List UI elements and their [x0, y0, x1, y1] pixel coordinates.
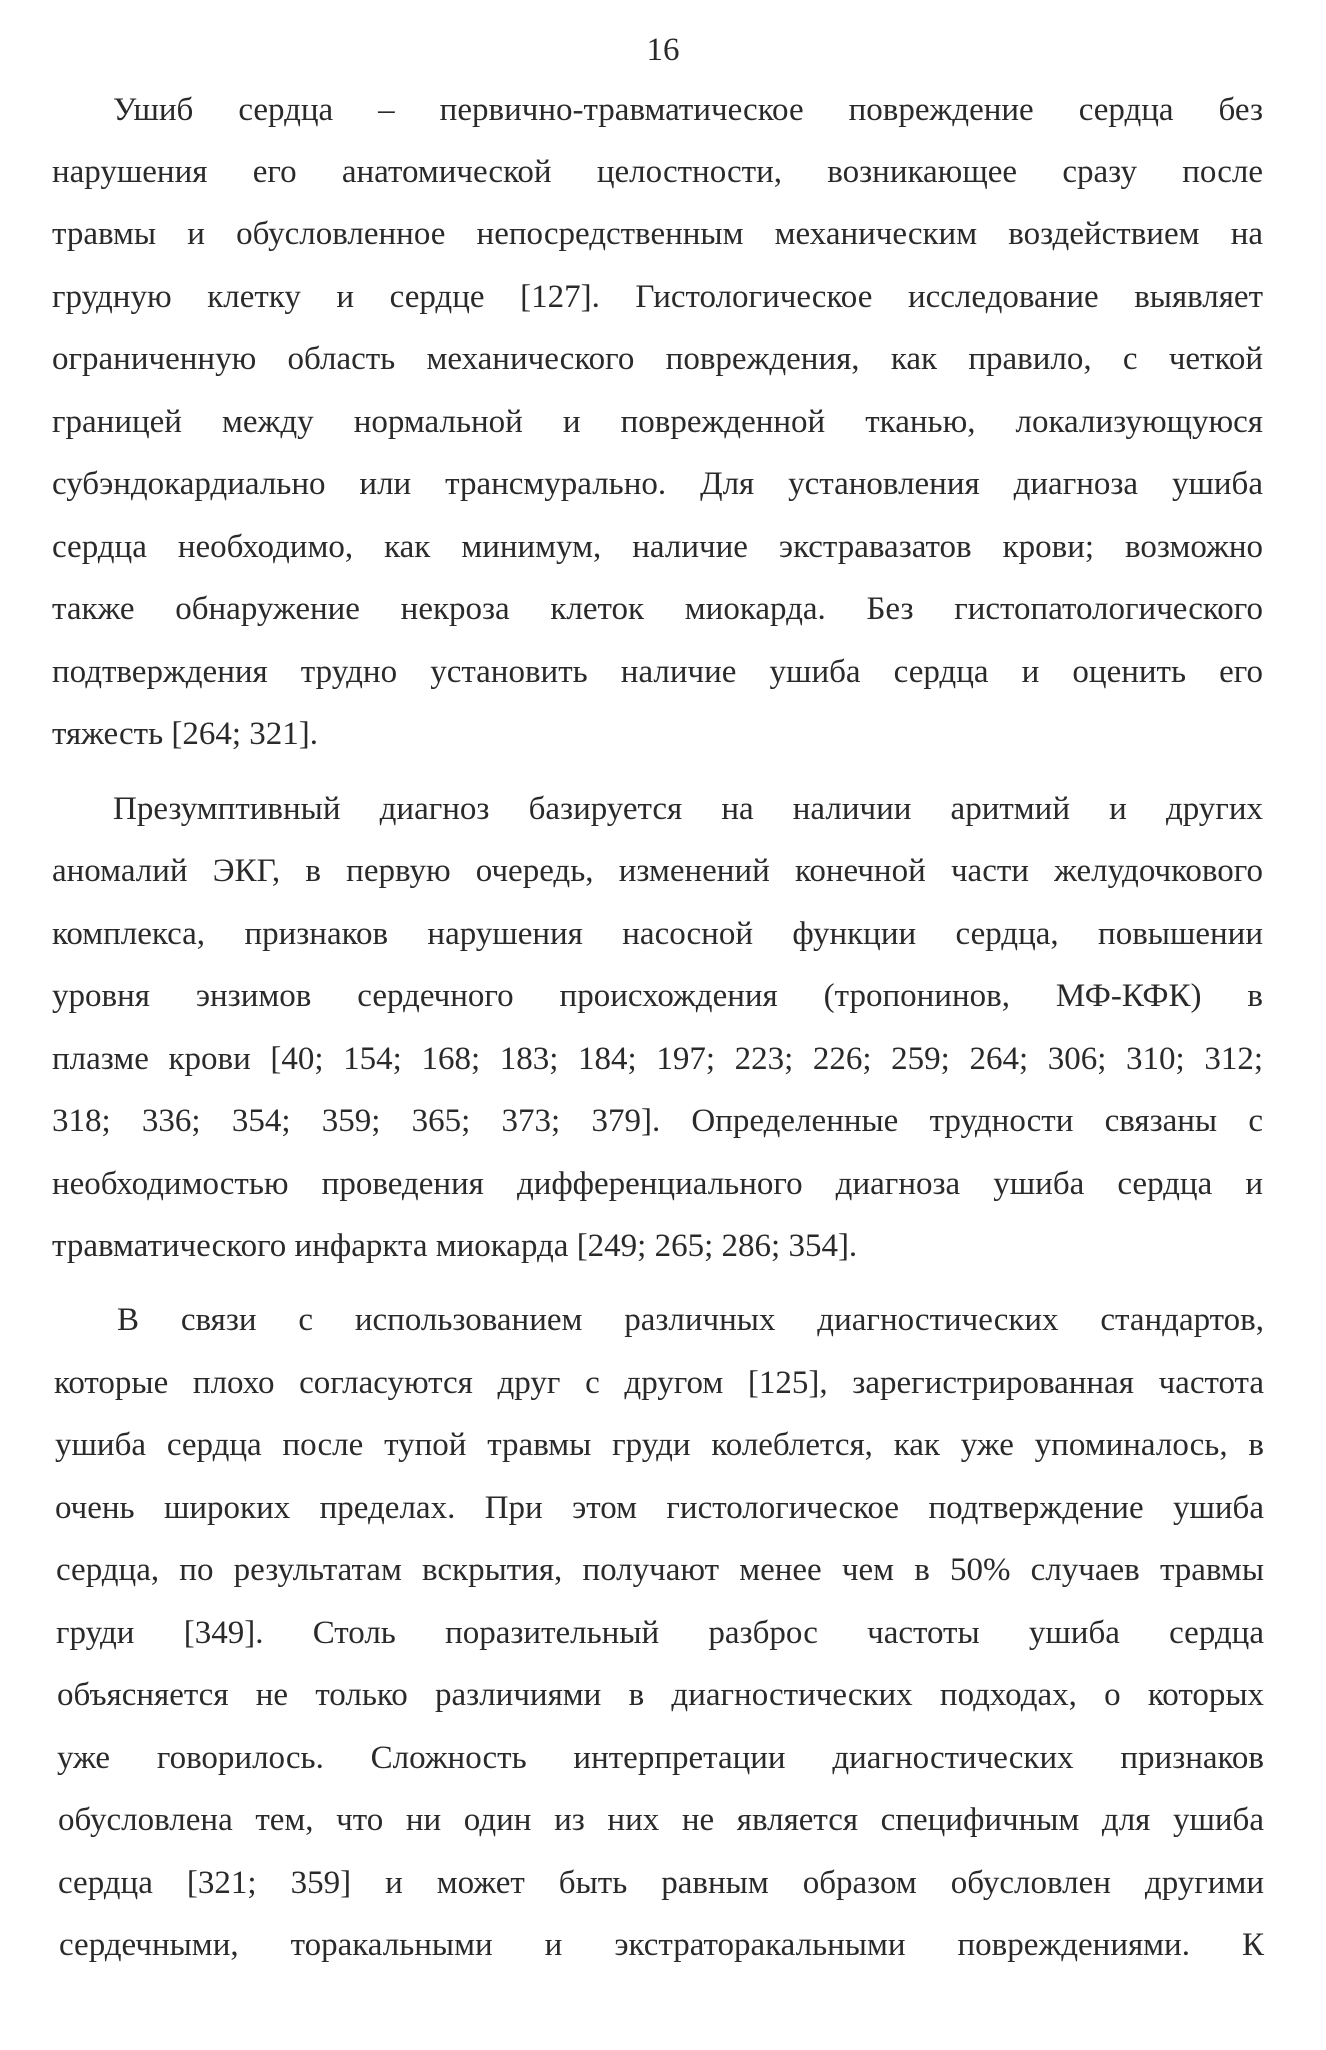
- text-line: Презумптивный диагноз базируется на наличии аритмий и других: [113, 791, 1263, 827]
- text-line: комплекса, признаков нарушения насосной функции сердца, повышении: [52, 916, 1263, 952]
- text-line: обусловлена тем, что ни один из них не является специфичным для ушиба: [58, 1802, 1264, 1838]
- text-line: сердца необходимо, как минимум, наличие экстравазатов крови; возможно: [52, 529, 1263, 565]
- text-line: аномалий ЭКГ, в первую очередь, изменений конечной части желудочкового: [52, 853, 1263, 889]
- text-line: тяжесть [264; 321].: [52, 716, 319, 752]
- text-line: субэндокардиально или трансмурально. Для установления диагноза ушиба: [52, 466, 1263, 502]
- text-line: необходимостью проведения дифференциального диагноза ушиба сердца и: [52, 1166, 1263, 1202]
- text-line: плазме крови [40; 154; 168; 183; 184; 197; 223; 226; 259; 264; 306; 310; 312;: [52, 1041, 1263, 1077]
- page-number: 16: [646, 32, 680, 68]
- text-line: сердечными, торакальными и экстраторакальными повреждениями. К: [59, 1927, 1264, 1963]
- text-line: 318; 336; 354; 359; 365; 373; 379]. Определенные трудности связаны с: [52, 1103, 1263, 1139]
- text-line: травмы и обусловленное непосредственным механическим воздействием на: [52, 216, 1263, 252]
- text-line: груди [349]. Столь поразительный разброс частоты ушиба сердца: [56, 1615, 1264, 1651]
- text-line: ограниченную область механического повреждения, как правило, с четкой: [52, 341, 1263, 377]
- text-line: которые плохо согласуются друг с другом [125], зарегистрированная частота: [54, 1365, 1264, 1401]
- text-line: Ушиб сердца – первично-травматическое повреждение сердца без: [113, 92, 1263, 128]
- text-line: границей между нормальной и поврежденной тканью, локализующуюся: [52, 404, 1263, 440]
- text-line: уровня энзимов сердечного происхождения (тропонинов, МФ-КФК) в: [52, 978, 1263, 1014]
- text-line: травматического инфаркта миокарда [249; 265; 286; 354].: [52, 1228, 858, 1264]
- text-line: грудную клетку и сердце [127]. Гистологическое исследование выявляет: [52, 279, 1263, 315]
- text-line: объясняется не только различиями в диагностических подходах, о которых: [57, 1677, 1264, 1713]
- text-line: также обнаружение некроза клеток миокарда. Без гистопатологического: [52, 591, 1263, 627]
- text-line: очень широких пределах. При этом гистологическое подтверждение ушиба: [55, 1490, 1264, 1526]
- text-line: нарушения его анатомической целостности, возникающее сразу после: [52, 154, 1263, 190]
- text-line: В связи с использованием различных диагностических стандартов,: [117, 1302, 1264, 1338]
- text-line: подтверждения трудно установить наличие ушиба сердца и оценить его: [52, 654, 1263, 690]
- text-line: сердца [321; 359] и может быть равным образом обусловлен другими: [58, 1865, 1264, 1901]
- text-line: ушиба сердца после тупой травмы груди колеблется, как уже упоминалось, в: [55, 1427, 1264, 1463]
- text-line: уже говорилось. Сложность интерпретации диагностических признаков: [57, 1740, 1264, 1776]
- text-line: сердца, по результатам вскрытия, получают менее чем в 50% случаев травмы: [56, 1552, 1264, 1588]
